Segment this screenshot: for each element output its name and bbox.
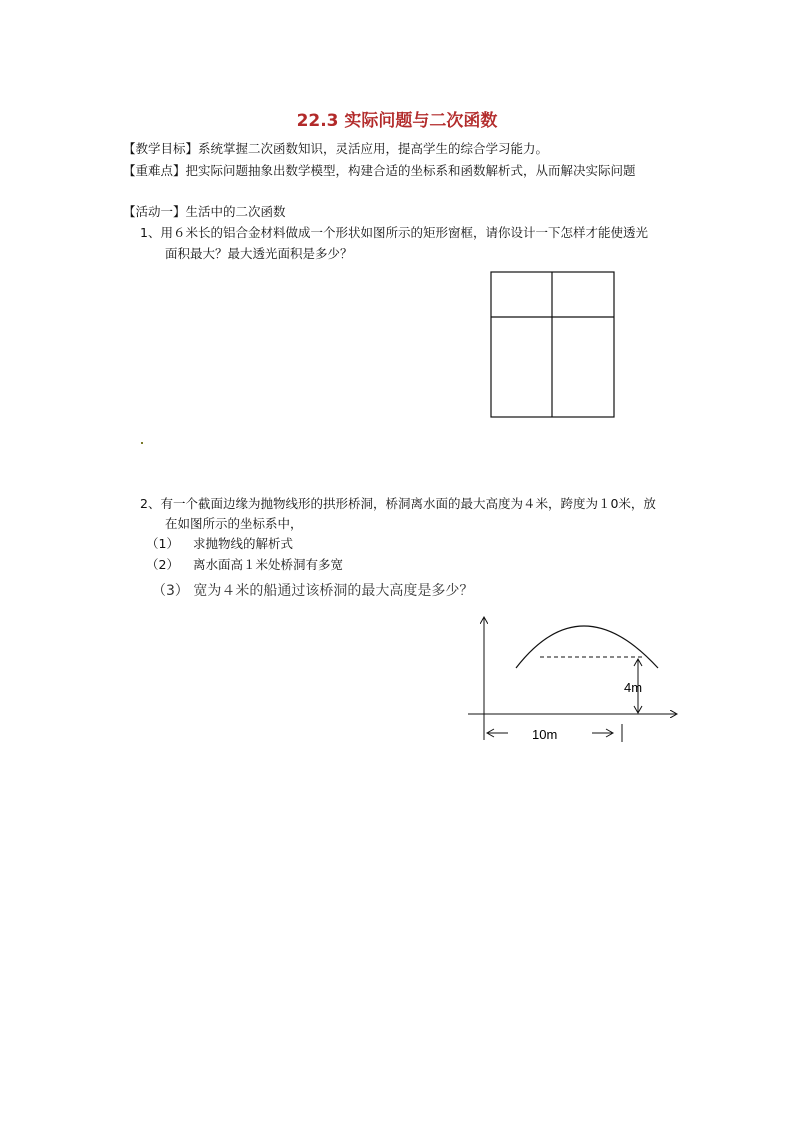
question1-line1 xyxy=(140,225,648,241)
question2-text-line1: 有一个截面边缘为抛物线形的拱形桥洞，桥洞离水面的最大高度为４米，跨度为１0米，放 xyxy=(160,496,656,511)
stray-mark xyxy=(141,442,143,444)
question1-text-line2: 面积最大？最大透光面积是多少？ xyxy=(165,246,353,261)
key-points-line xyxy=(123,163,636,179)
question2-sub1 xyxy=(146,536,293,552)
key-points-text: 把实际问题抽象出数学模型，构建合适的坐标系和函数解析式，从而解决实际问题 xyxy=(185,163,636,178)
question2-number: 2、 xyxy=(140,496,161,511)
question2-sub2 xyxy=(146,557,343,573)
width-label: 10m xyxy=(532,727,558,742)
key-points-label: 【重难点】 xyxy=(123,163,186,178)
sub1-number: （1） xyxy=(146,536,179,551)
sub1-text: 求抛物线的解析式 xyxy=(192,536,293,551)
objectives-label: 【教学目标】 xyxy=(123,141,199,156)
question2-line1 xyxy=(140,496,656,512)
question1-number: 1、 xyxy=(140,225,161,240)
question1-text-line1: 用６米长的铝合金材料做成一个形状如图所示的矩形窗框，请你设计一下怎样才能使透光 xyxy=(160,225,648,240)
height-label: 4m xyxy=(624,680,643,695)
page-title: 22.3 实际问题与二次函数 xyxy=(296,111,498,131)
sub2-text: 离水面高１米处桥洞有多宽 xyxy=(192,557,343,572)
question2-sub3: （3） 宽为４米的船通过该桥洞的最大高度是多少？ xyxy=(152,583,474,599)
activity1-heading: 【活动一】生活中的二次函数 xyxy=(123,204,286,219)
question2-text-line2: 在如图所示的坐标系中， xyxy=(165,516,303,531)
objectives-line xyxy=(123,141,548,157)
bridge-arch-figure xyxy=(466,612,686,744)
objectives-text: 系统掌握二次函数知识，灵活应用，提高学生的综合学习能力。 xyxy=(198,141,549,156)
sub2-number: （2） xyxy=(146,557,179,572)
window-frame-figure xyxy=(489,271,617,419)
